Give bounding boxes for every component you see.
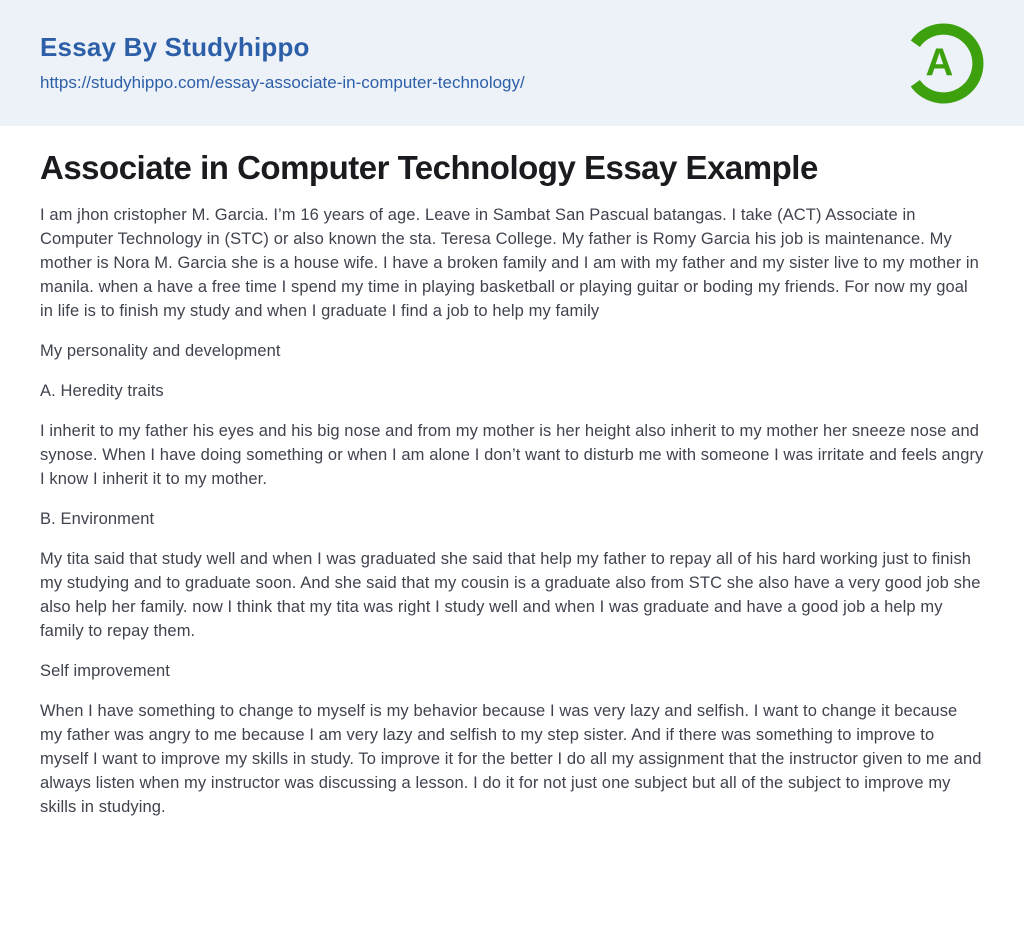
essay-title: Associate in Computer Technology Essay Example bbox=[40, 149, 818, 186]
logo-a-arc-icon bbox=[903, 23, 984, 104]
essay-paragraph: B. Environment bbox=[40, 510, 155, 528]
essay-paragraph: A. Heredity traits bbox=[40, 382, 164, 400]
essay-url-link[interactable]: https://studyhippo.com/essay-associate-in-computer-technology/ bbox=[40, 72, 525, 92]
header-text bbox=[40, 33, 525, 92]
essay-content bbox=[0, 149, 1024, 875]
studyhippo-logo[interactable] bbox=[903, 23, 984, 104]
essay-paragraph: I am jhon cristopher M. Garcia. I’m 16 years of age. Leave in Sambat San Pascual batangas. I take (ACT) Associate in Computer Technology in (STC) or also known the sta. Teresa College. My father is Romy Garcia his job is maintenance. My mother is Nora M. Garcia she is a house wife. I have a broken family and I am with my father and my sister live to my mother in manila. when a have a free time I spend my time in playing basketball or playing guitar or boding my friends. For now my goal in life is to finish my study and when I graduate I find a job to help my family bbox=[40, 206, 979, 320]
site-header bbox=[0, 0, 1024, 126]
essay-paragraph: My tita said that study well and when I was graduated she said that help my father to repay all of his hard working just to finish my studying and to graduate soon. And she said that my cousin is a graduate also from STC she also have a very good job she also help her family. now I think that my tita was right I study well and when I was graduate and have a good job a help my family to repay them. bbox=[40, 550, 981, 640]
essay-paragraph: When I have something to change to myself is my behavior because I was very lazy and selfish. I want to change it because my father was angry to me because I am very lazy and selfish to my step sister. And if there was something to improve to myself I want to improve my skills in study. To improve it for the better I do all my assignment that the instructor given to me and always listen when my instructor was discussing a lesson. I do it for not just one subject but all of the subject to improve my skills in studying. bbox=[40, 702, 982, 816]
logo-letter: A bbox=[925, 41, 954, 85]
article-body bbox=[40, 203, 984, 819]
essay-paragraph: Self improvement bbox=[40, 662, 170, 680]
essay-paragraph: My personality and development bbox=[40, 342, 281, 360]
essay-paragraph: I inherit to my father his eyes and his big nose and from my mother is her height also inherit to my mother her sneeze nose and synose. When I have doing something or when I am alone I don’t want to disturb me with someone I was irritate and feels angry I know I inherit it to my mother. bbox=[40, 422, 984, 488]
site-title-link[interactable]: Essay By Studyhippo bbox=[40, 32, 310, 63]
